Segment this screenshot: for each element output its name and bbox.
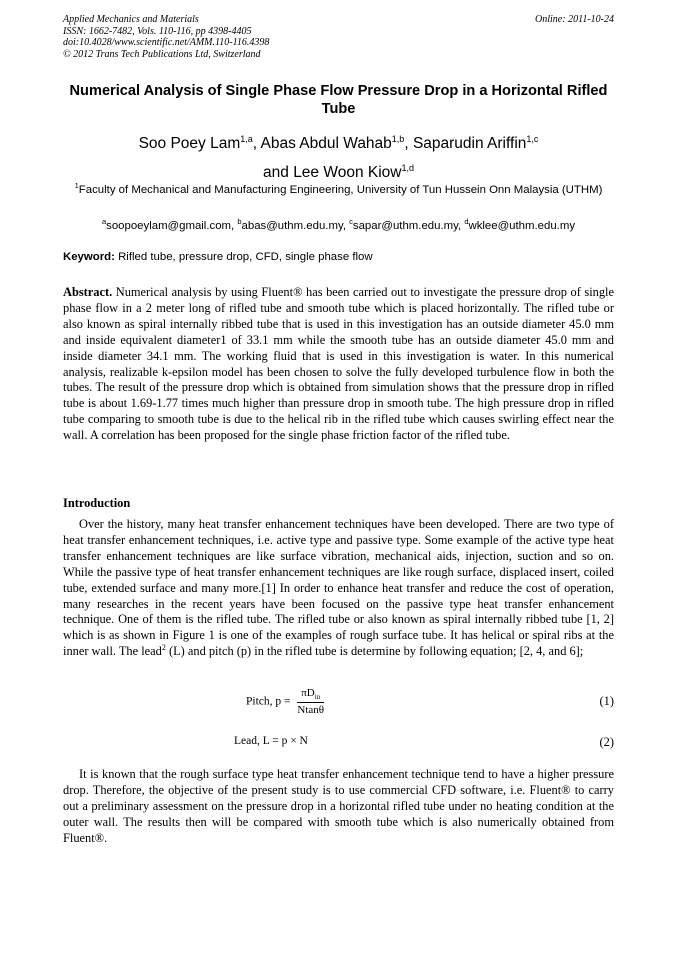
paper-title: Numerical Analysis of Single Phase Flow Pressure Drop in a Horizontal Rifled Tube <box>69 83 608 117</box>
email-sup: a <box>101 217 107 226</box>
abstract-label: Abstract. <box>63 285 113 299</box>
author-name: Abas Abdul Wahab <box>260 135 392 153</box>
email-link[interactable]: sapar@uthm.edu.my <box>352 219 458 232</box>
equation-1 <box>63 687 614 719</box>
equation-1-expression <box>246 687 324 716</box>
numerator-subscript: in <box>314 693 321 702</box>
author-sup: 1,b <box>391 134 405 144</box>
numerator-text: πD <box>301 687 315 699</box>
intro-paragraph-1 <box>63 517 614 660</box>
author-sup: 1,c <box>526 134 539 144</box>
equation-1-denominator: Ntanθ <box>297 704 325 717</box>
issn-line: ISSN: 1662-7482, Vols. 110-116, pp 4398-4405 <box>63 25 252 37</box>
equation-1-numerator <box>297 687 324 703</box>
affiliation-text: Faculty of Mechanical and Manufacturing Engineering, University of Tun Hussein Onn Malaysia (UTHM) <box>78 183 603 196</box>
author-name: Soo Poey Lam <box>138 135 241 153</box>
email-link[interactable]: soopoeylam@gmail.com <box>106 219 232 232</box>
equation-2-expression: Lead, L = p × N <box>234 735 308 747</box>
section-heading-introduction: Introduction <box>63 496 131 510</box>
author-prefix: and <box>263 164 294 182</box>
author-name: Lee Woon Kiow <box>293 164 402 182</box>
equation-1-lhs: Pitch, p = <box>246 695 291 708</box>
intro-text-continued: (L) and pitch (p) in the rifled tube is determine by following equation; [2, 4, and 6]; <box>165 644 584 659</box>
author-name: Saparudin Ariffin <box>412 135 527 153</box>
keywords-label: Keyword: <box>63 251 115 263</box>
email-link[interactable]: wklee@uthm.edu.my <box>468 219 576 232</box>
email-sup: c <box>349 217 353 226</box>
keywords-text: Rifled tube, pressure drop, CFD, single phase flow <box>118 251 373 263</box>
author-separator: , <box>252 135 261 153</box>
author-sup: 1,a <box>240 134 253 144</box>
online-date: Online: 2011-10-24 <box>535 14 614 25</box>
keywords <box>63 250 614 264</box>
equation-2 <box>63 735 614 753</box>
author-sup: 1,d <box>401 163 414 174</box>
email-sup: b <box>237 217 242 226</box>
affiliation <box>63 179 614 197</box>
footnote-ref: 2 <box>161 643 166 653</box>
doi-line: doi:10.4028/www.scientific.net/AMM.110-116.4398 <box>63 37 270 48</box>
email-link[interactable]: abas@uthm.edu.my <box>241 219 343 232</box>
email-sup: d <box>464 217 469 226</box>
author-line-1 <box>63 127 614 156</box>
author-separator: , <box>404 135 413 153</box>
equation-1-fraction <box>297 687 324 716</box>
intro-paragraph-2: It is known that the rough surface type heat transfer enhancement technique tend to have a higher pressure drop. Therefore, the objective of the present study is to use commercial CFD software, i.e. Fluent® to carry out a preliminary assessment on the pressure drop in a horizontal rifled tube under no heating condition at the outer wall. The results then will be compared with smooth tube which is also numerically obtained from Fluent®. <box>63 767 614 845</box>
affiliation-sup: 1 <box>74 181 79 190</box>
abstract <box>63 285 614 444</box>
intro-text: Over the history, many heat transfer enhancement techniques have been developed. There are two type of heat transfer enhancement techniques, i.e. active type and passive type. Some example of the active type heat transfer enhancement techniques are like surface vibration, mechanical aids, injection, suction and so on. While the passive type of heat transfer enhancement techniques are like rough surface, displaced insert, coiled tube, extended surface and many more.[1] In order to enhance heat transfer and reduce the cost of operation, many researches in the recent years have been focused on the passive type heat transfer enhancement technique. One of them is the rifled tube. The rifled tube or also known as spiral internally ribbed tube [1, 2] which is as shown in Figure 1 is one of the examples of rough surface tube. It has helical or spiral ribs at the inner wall. The lead <box>63 517 614 659</box>
copyright-line: © 2012 Trans Tech Publications Ltd, Switzerland <box>63 48 261 60</box>
journal-header <box>63 14 614 60</box>
abstract-text: Numerical analysis by using Fluent® has been carried out to investigate the pressure drop of single phase flow in a 2 meter long of rifled tube and smooth tube which is placed horizontally. The rifled tube or also known as spiral internally ribbed tube that is used in this investigation has an outside diameter 45.0 mm and inside equivalent diameter1 of 33.1 mm while the smooth tube has an outside diameter 45.0 mm and inside diameter 34.1 mm. The working fluid that is used in this investigation is water. In this numerical analysis, realizable k-epsilon model has been chosen to solve the fully developed turbulence flow in both the tubes. The result of the pressure drop which is obtained from simulation shows that the pressure drop in rifled tube is about 1.69-1.77 times much higher than pressure drop in smooth tube. The high pressure drop in rifled tube comparing to smooth tube is due to the helical rib in the rifled tube which causes swirling effect near the wall. A correlation has been proposed for the single phase friction factor of the rifled tube. <box>63 285 614 443</box>
journal-name: Applied Mechanics and Materials <box>63 14 199 25</box>
email-list: $^a$soopoeylam@gmail.com, $^b$abas@uthm.edu.my, $^c$sapar@uthm.edu.my, $^d$wklee@uthm.edu.my <box>101 217 576 232</box>
equation-1-number: (1) <box>599 694 614 708</box>
author-list <box>63 127 614 185</box>
equation-2-number: (2) <box>599 735 614 749</box>
